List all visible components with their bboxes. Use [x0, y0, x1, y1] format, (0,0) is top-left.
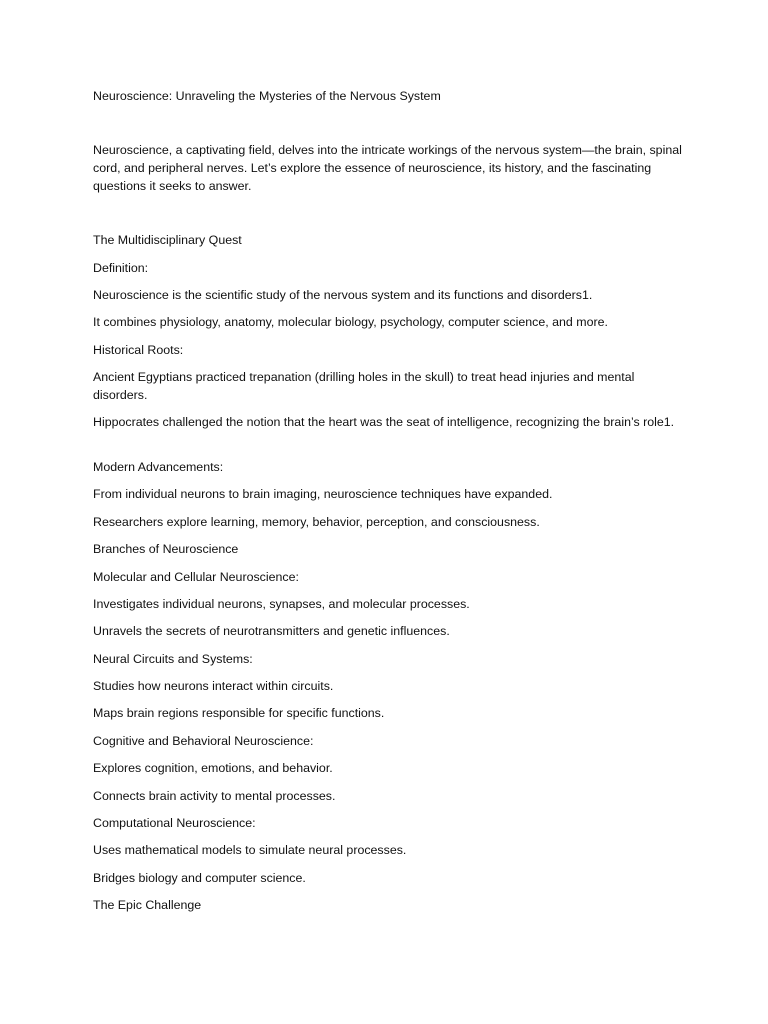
- paragraph: Studies how neurons interact within circuits.: [93, 679, 334, 693]
- paragraph: Uses mathematical models to simulate neural processes.: [93, 843, 407, 857]
- subheading: Historical Roots:: [93, 343, 184, 357]
- paragraph: Investigates individual neurons, synapses, and molecular processes.: [93, 597, 470, 611]
- subheading: Computational Neuroscience:: [93, 816, 256, 830]
- paragraph: Hippocrates challenged the notion that the heart was the seat of intelligence, recognizing the brain’s role1.: [93, 415, 675, 429]
- paragraph: Explores cognition, emotions, and behavior.: [93, 761, 333, 775]
- paragraph: Unravels the secrets of neurotransmitters and genetic influences.: [93, 624, 450, 638]
- subheading: Molecular and Cellular Neuroscience:: [93, 570, 299, 584]
- subheading: Modern Advancements:: [93, 460, 224, 474]
- section-heading: Branches of Neuroscience: [93, 542, 239, 556]
- paragraph: Ancient Egyptians practiced trepanation (drilling holes in the skull) to treat head injuries and mental disorders.: [93, 370, 635, 402]
- section-heading: The Multidisciplinary Quest: [93, 233, 242, 247]
- paragraph: From individual neurons to brain imaging, neuroscience techniques have expanded.: [93, 487, 553, 501]
- paragraph: Bridges biology and computer science.: [93, 871, 306, 885]
- paragraph: It combines physiology, anatomy, molecular biology, psychology, computer science, and more.: [93, 315, 608, 329]
- paragraph: Connects brain activity to mental processes.: [93, 789, 336, 803]
- paragraph: Maps brain regions responsible for specific functions.: [93, 706, 385, 720]
- document-title: Neuroscience: Unraveling the Mysteries of the Nervous System: [93, 89, 441, 103]
- subheading: Neural Circuits and Systems:: [93, 652, 253, 666]
- intro-paragraph: Neuroscience, a captivating field, delves into the intricate workings of the nervous system—the brain, spinal cord, and peripheral nerves. Let’s explore the essence of neuroscience, its history, and the fascinating questions it seeks to answer.: [93, 143, 682, 193]
- paragraph: Researchers explore learning, memory, behavior, perception, and consciousness.: [93, 515, 540, 529]
- paragraph: Neuroscience is the scientific study of the nervous system and its functions and disorders1.: [93, 288, 593, 302]
- subheading: Cognitive and Behavioral Neuroscience:: [93, 734, 314, 748]
- section-heading: The Epic Challenge: [93, 898, 202, 912]
- subheading: Definition:: [93, 261, 149, 275]
